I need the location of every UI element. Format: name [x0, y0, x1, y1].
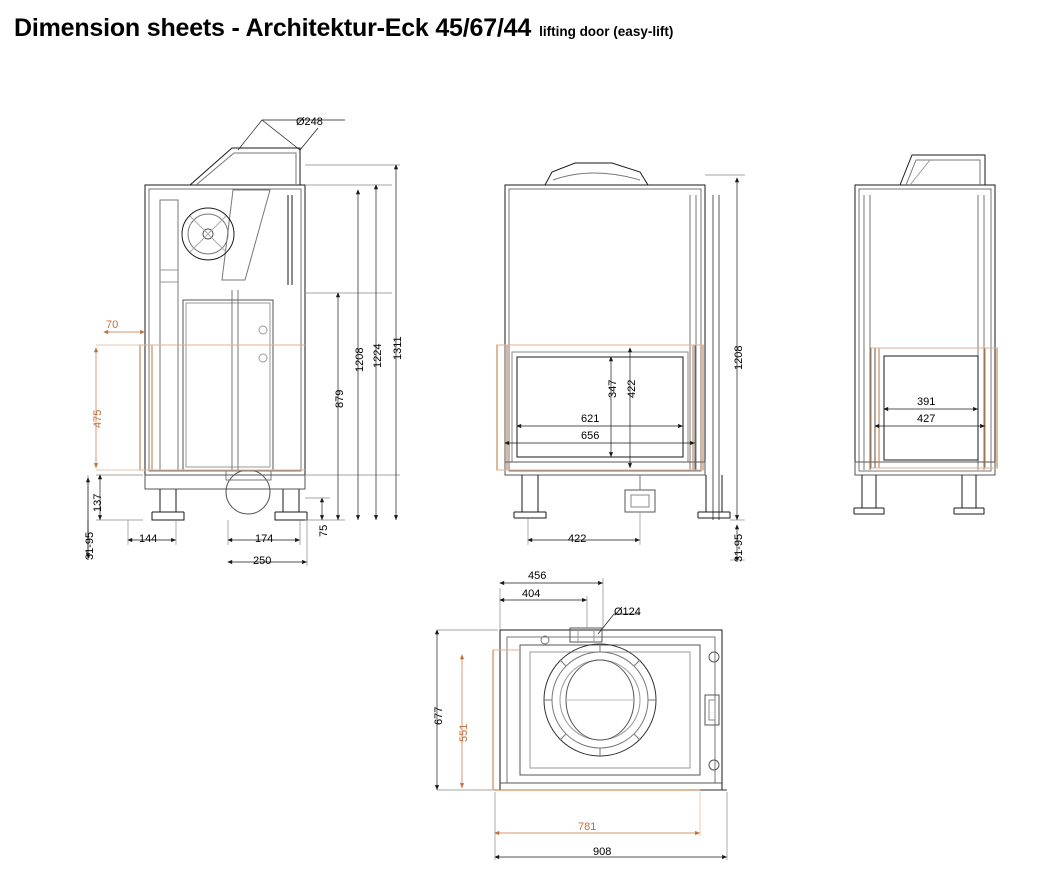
- dimension-31-95-left: 31-95: [84, 531, 96, 560]
- dimension-677: 677: [433, 706, 445, 725]
- dimension-137: 137: [92, 493, 104, 512]
- dimension-391: 391: [917, 396, 936, 408]
- dimension-427: 427: [917, 413, 936, 425]
- dimension-621: 621: [581, 413, 600, 425]
- title-main: Dimension sheets - Architektur-Eck 45/67/44: [14, 14, 532, 42]
- dimension-d248: Ø248: [296, 116, 323, 128]
- dimension-475: 475: [92, 409, 104, 428]
- dimension-75: 75: [318, 524, 330, 537]
- dimension-250: 250: [253, 555, 272, 567]
- dimension-70: 70: [106, 319, 119, 331]
- dimension-456: 456: [528, 570, 547, 582]
- dimension-908: 908: [593, 846, 612, 858]
- dimension-1208-front: 1208: [733, 345, 745, 370]
- dimension-347: 347: [607, 379, 619, 398]
- dimension-31-95-front: 31-95: [733, 533, 745, 562]
- dimension-d124: Ø124: [614, 606, 641, 618]
- dimension-144: 144: [139, 533, 158, 545]
- view-front-center: [505, 163, 730, 520]
- dimension-879: 879: [334, 389, 346, 408]
- dimension-174: 174: [255, 533, 274, 545]
- dimension-656: 656: [581, 430, 600, 442]
- dimension-551: 551: [458, 723, 470, 742]
- dimension-1208: 1208: [354, 347, 366, 372]
- title-subtitle: lifting door (easy-lift): [539, 24, 674, 39]
- view-plan-bottom: [495, 628, 727, 790]
- view-side-right: [854, 155, 995, 514]
- page-title: [14, 14, 673, 43]
- dimension-422-vert: 422: [626, 379, 638, 398]
- dimension-404: 404: [522, 588, 541, 600]
- dimension-781: 781: [578, 821, 597, 833]
- dimension-1311: 1311: [392, 336, 404, 360]
- dimension-422-horz: 422: [568, 533, 587, 545]
- view-side-left: [145, 148, 307, 520]
- dimension-1224: 1224: [372, 343, 384, 368]
